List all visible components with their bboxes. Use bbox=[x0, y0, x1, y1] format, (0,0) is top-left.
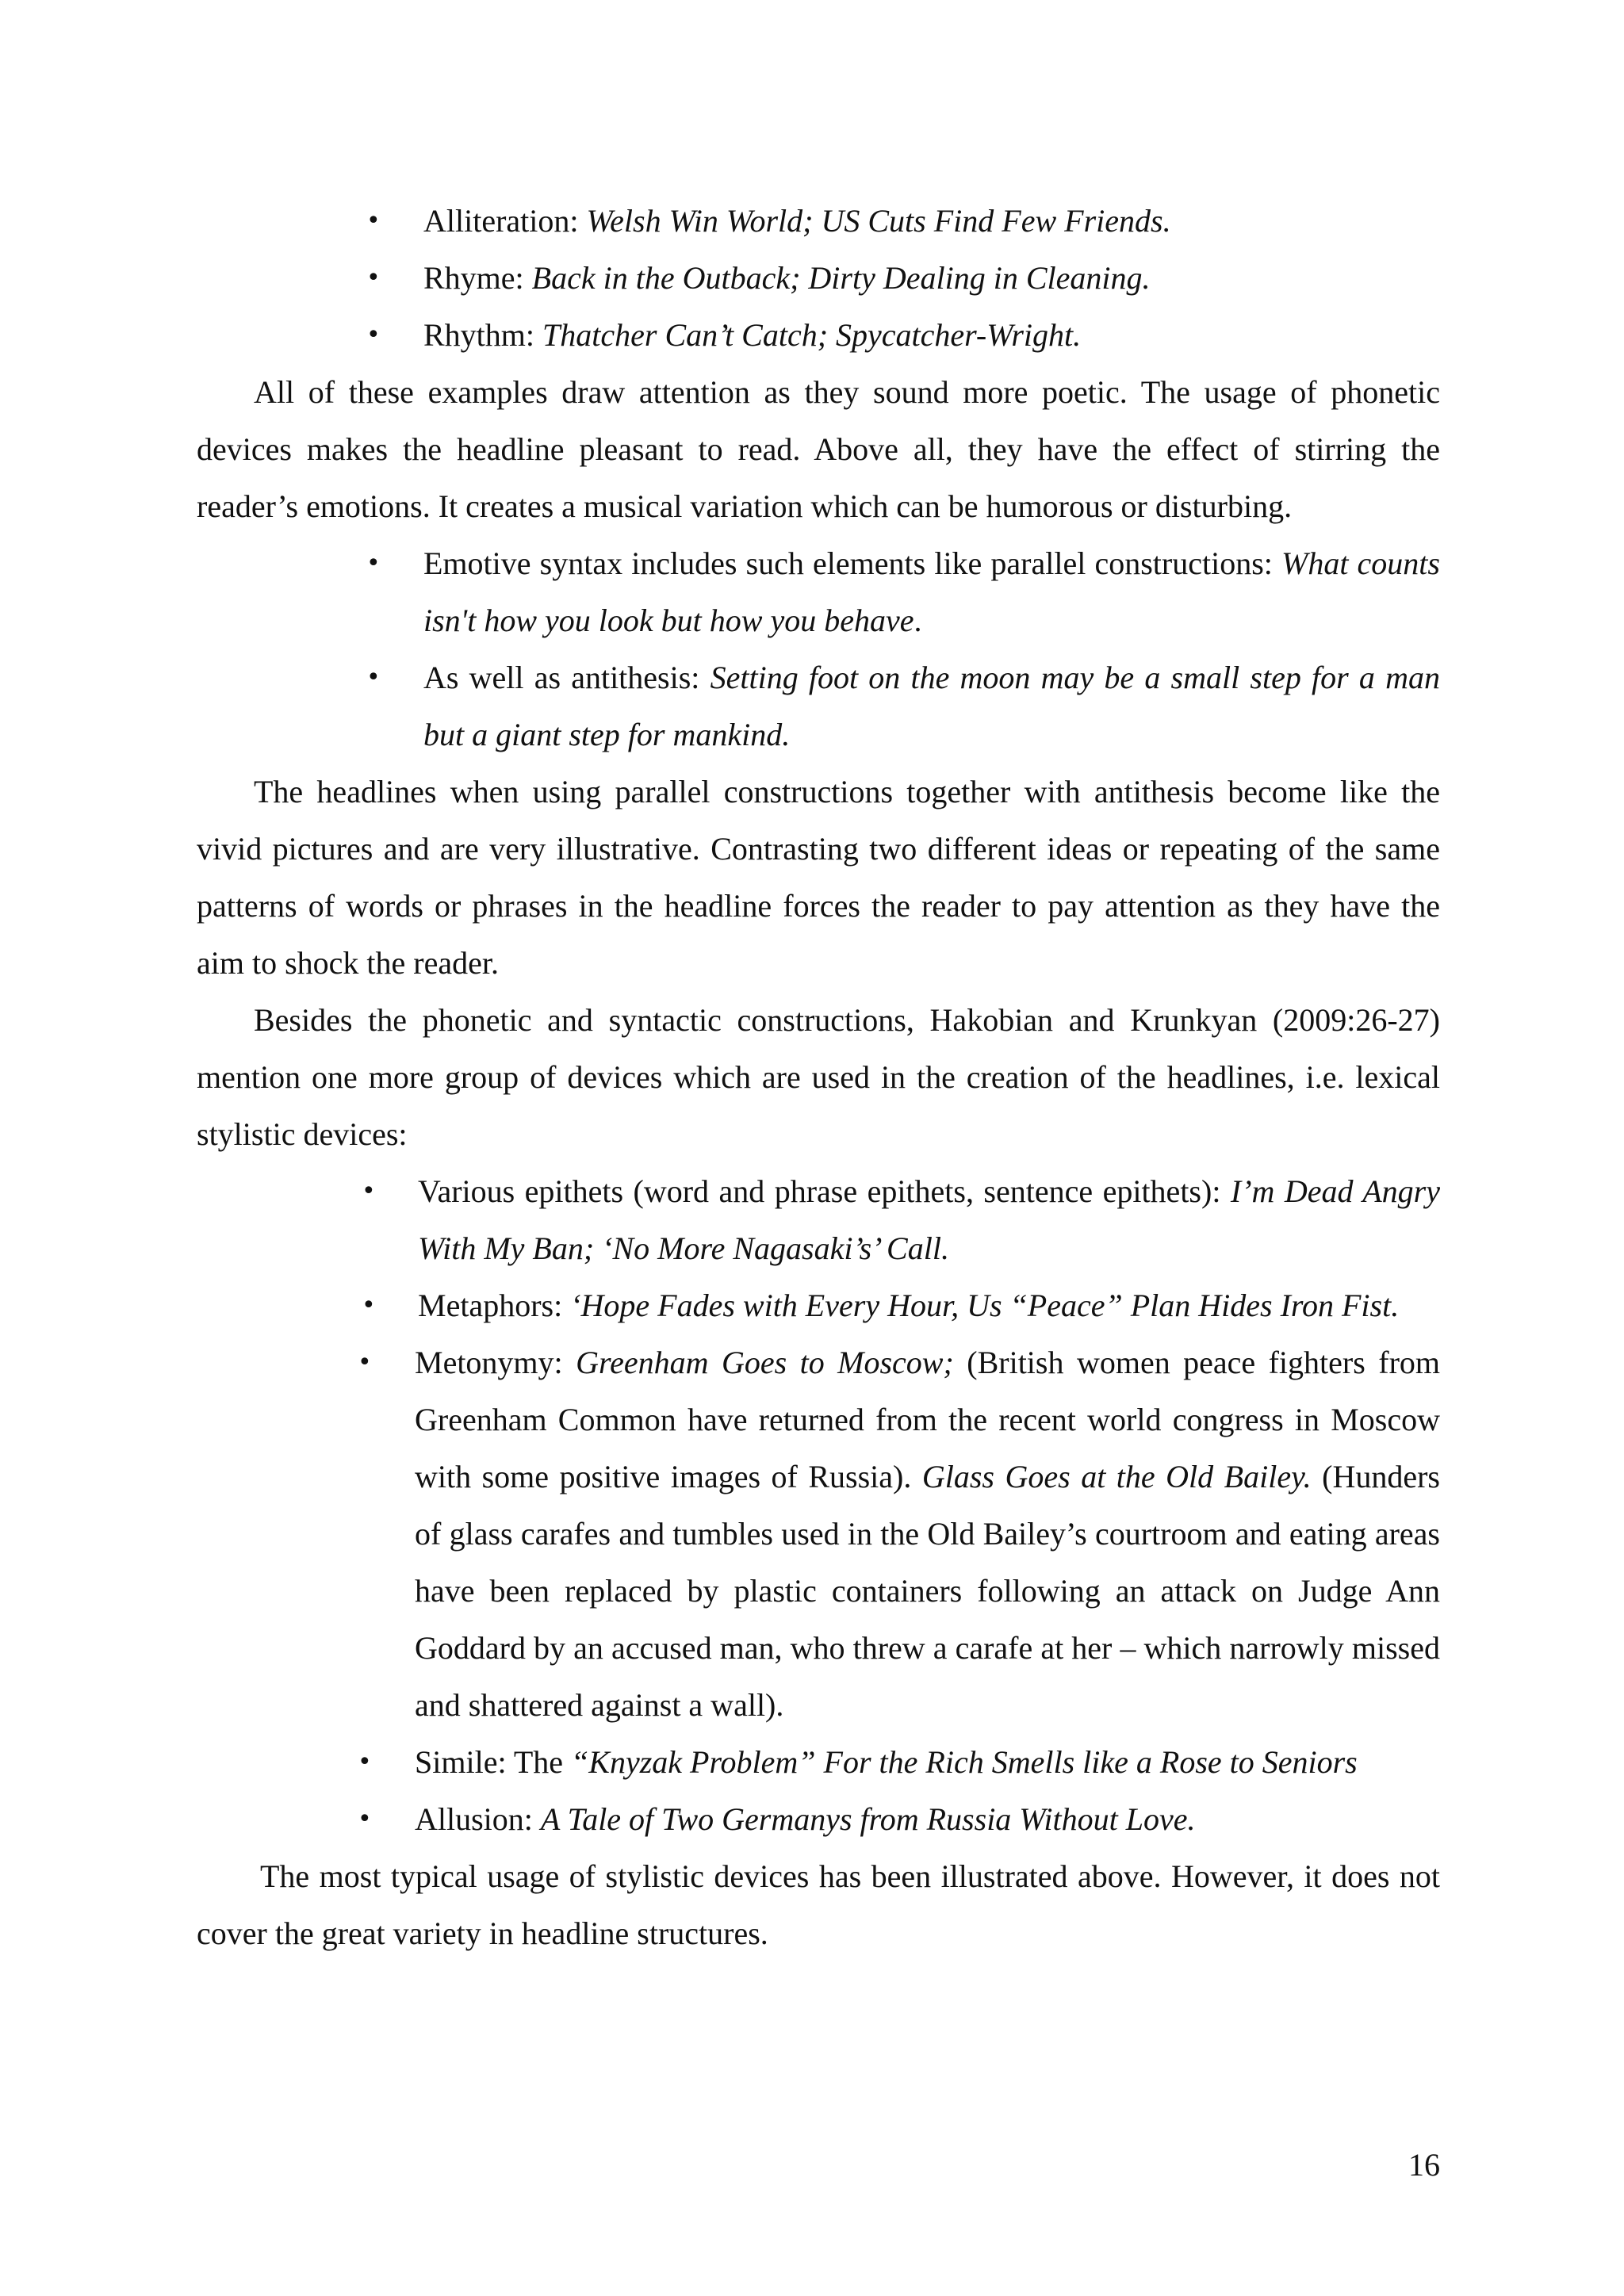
paragraph-lexical-devices-intro: Besides the phonetic and syntactic constructions, Hakobian and Krunkyan (2009:26-27) mention one more group of devices which are used in the creation of the headlines, i.e. lexical stylistic devices: bbox=[197, 1002, 1440, 1152]
bullet-icon: • bbox=[362, 1292, 376, 1319]
bullet-example: What counts isn't how you look but how you behave bbox=[423, 545, 1440, 638]
bullet-example: Thatcher Can’t Catch; Spycatcher-Wright. bbox=[542, 317, 1082, 353]
bullet-example: Welsh Win World; US Cuts Find Few Friends. bbox=[586, 203, 1171, 239]
bullet-label: Rhythm: bbox=[423, 317, 543, 353]
bullet-emotive-syntax bbox=[197, 535, 1440, 649]
bullet-example: Back in the Outback; Dirty Dealing in Cleaning. bbox=[531, 260, 1151, 296]
bullet-example: Glass Goes at the Old Bailey. bbox=[921, 1459, 1312, 1494]
bullet-icon: • bbox=[366, 549, 381, 577]
page-number: 16 bbox=[1408, 2147, 1440, 2183]
bullet-example: Setting foot on the moon may be a small step for a man but a giant step for mankind. bbox=[423, 660, 1440, 752]
bullet-example: ‘Hope Fades with Every Hour, Us “Peace” Plan Hides Iron Fist. bbox=[570, 1288, 1400, 1323]
bullet-label: Various epithets (word and phrase epithets, sentence epithets): bbox=[418, 1173, 1231, 1209]
bullet-alliteration bbox=[197, 193, 1440, 250]
bullet-icon: • bbox=[366, 207, 381, 235]
bullet-icon: • bbox=[366, 664, 381, 691]
bullet-icon: • bbox=[358, 1349, 372, 1376]
bullet-icon: • bbox=[366, 264, 381, 292]
bullet-metaphors bbox=[197, 1277, 1440, 1334]
paragraph-conclusion: The most typical usage of stylistic devices has been illustrated above. However, it does not cover the great variety in headline structures. bbox=[197, 1858, 1440, 1951]
bullet-icon: • bbox=[366, 321, 381, 349]
bullet-icon: • bbox=[358, 1748, 372, 1776]
bullet-antithesis bbox=[197, 649, 1440, 763]
bullet-example: A Tale of Two Germanys from Russia Without Love. bbox=[540, 1801, 1196, 1837]
bullet-label: Metonymy: bbox=[415, 1345, 576, 1380]
bullet-label: Simile: The bbox=[415, 1744, 572, 1780]
bullet-label: As well as antithesis: bbox=[423, 660, 710, 695]
bullet-allusion bbox=[197, 1791, 1440, 1848]
bullet-label: Metaphors: bbox=[418, 1288, 571, 1323]
bullet-label: Emotive syntax includes such elements like parallel constructions: bbox=[423, 545, 1281, 581]
bullet-epithets bbox=[197, 1163, 1440, 1277]
bullet-explanation: (British women peace fighters from Greenham Common have returned from the recent world congress in Moscow with some positive images of Russia). bbox=[415, 1345, 1441, 1494]
bullet-example: “Knyzak Problem” For the Rich Smells like a Rose to Seniors bbox=[571, 1744, 1358, 1780]
paragraph-phonetic-effects: All of these examples draw attention as they sound more poetic. The usage of phonetic devices makes the headline pleasant to read. Above all, they have the effect of stirring the reader’s emotions. It creates a musical variation which can be humorous or disturbing. bbox=[197, 374, 1440, 524]
bullet-icon: • bbox=[358, 1805, 372, 1833]
bullet-icon: • bbox=[362, 1177, 376, 1205]
bullet-explanation: (Hunders of glass carafes and tumbles used in the Old Bailey’s courtroom and eating areas have been replaced by plastic containers following an attack on Judge Ann Goddard by an accused man, who threw a carafe at her – which narrowly missed and shattered against a wall). bbox=[415, 1459, 1440, 1723]
bullet-rhyme bbox=[197, 250, 1440, 307]
page-body bbox=[197, 193, 1440, 1962]
bullet-example: I’m Dead Angry With My Ban; ‘No More Nagasaki’s’ Call. bbox=[418, 1173, 1440, 1266]
bullet-metonymy bbox=[197, 1334, 1440, 1734]
paragraph-parallel-constructions: The headlines when using parallel constructions together with antithesis become like the vivid pictures and are very illustrative. Contrasting two different ideas or repeating of the same patterns of words or phrases in the headline forces the reader to pay attention as they have the aim to shock the reader. bbox=[197, 774, 1440, 981]
bullet-tail: . bbox=[914, 603, 922, 638]
bullet-example: Greenham Goes to Moscow; bbox=[576, 1345, 954, 1380]
bullet-simile bbox=[197, 1734, 1440, 1791]
bullet-label: Allusion: bbox=[415, 1801, 541, 1837]
bullet-rhythm bbox=[197, 307, 1440, 364]
bullet-label: Rhyme: bbox=[423, 260, 532, 296]
bullet-label: Alliteration: bbox=[423, 203, 587, 239]
